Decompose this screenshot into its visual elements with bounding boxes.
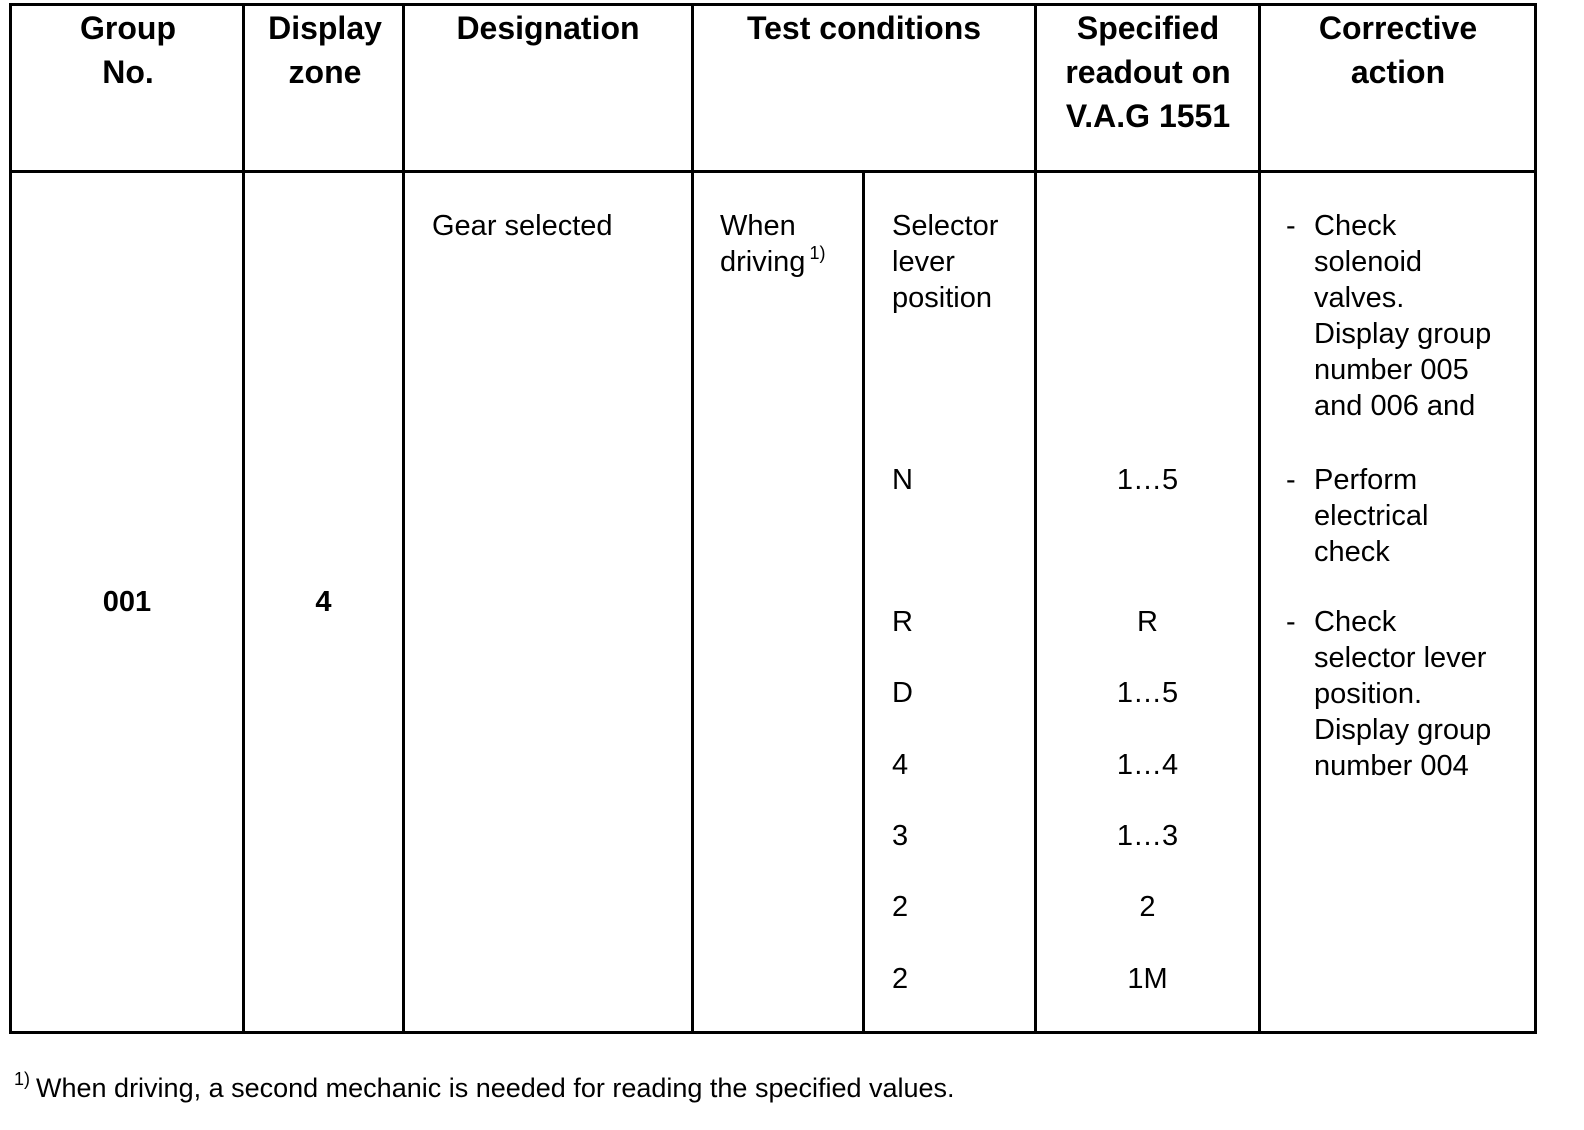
position-value: R xyxy=(892,606,913,638)
footnote-text: When driving, a second mechanic is needed for reading the specified values. xyxy=(36,1073,955,1103)
readout-value: 2 xyxy=(1139,891,1156,923)
corrective-action-item xyxy=(1286,208,1526,428)
table-bottom-border xyxy=(9,1031,1537,1034)
corrective-action-line: and 006 and xyxy=(1314,390,1476,422)
bullet-dash: - xyxy=(1286,606,1296,638)
corrective-action-line: Display group xyxy=(1314,714,1492,746)
position-value: 2 xyxy=(892,963,909,995)
position-value: 2 xyxy=(892,891,909,923)
group-number-cell: 001 xyxy=(102,586,152,618)
column-divider-test-sub xyxy=(862,170,865,1034)
corrective-action-line: position. xyxy=(1314,678,1423,710)
readout-value: 1…3 xyxy=(1116,820,1179,852)
position-value: D xyxy=(892,677,913,709)
readout-value: 1M xyxy=(1127,963,1168,995)
position-value: 4 xyxy=(892,749,909,781)
footnote-marker: 1) xyxy=(14,1069,31,1089)
corrective-action-item xyxy=(1286,604,1526,786)
corrective-action-line: check xyxy=(1314,536,1390,568)
table-left-border xyxy=(9,3,12,1034)
display-zone-cell: 4 xyxy=(315,586,332,618)
selector-lever-label: Selector lever position xyxy=(892,210,999,314)
column-divider-1 xyxy=(242,3,245,1034)
condition-when-text: When driving xyxy=(720,210,806,278)
corrective-action-line: Perform xyxy=(1314,464,1418,496)
corrective-action-line: solenoid xyxy=(1314,246,1423,278)
column-divider-3 xyxy=(691,3,694,1034)
header-group-no: Group No. xyxy=(80,10,176,90)
designation-cell: Gear selected xyxy=(432,210,613,242)
corrective-action-text xyxy=(1314,604,1491,784)
position-value: N xyxy=(892,464,913,496)
column-divider-5 xyxy=(1258,3,1261,1034)
position-value: 3 xyxy=(892,820,909,852)
header-bottom-border xyxy=(9,170,1537,173)
corrective-action-line: number 004 xyxy=(1314,750,1469,782)
condition-when-driving xyxy=(720,208,840,283)
readout-value: 1…5 xyxy=(1116,464,1179,496)
table-right-border xyxy=(1534,3,1537,1034)
corrective-action-line: electrical xyxy=(1314,500,1429,532)
corrective-action-text xyxy=(1314,462,1428,570)
corrective-action-line: valves. xyxy=(1314,282,1405,314)
column-divider-4 xyxy=(1034,3,1037,1034)
header-display-zone: Display zone xyxy=(268,10,382,90)
header-corrective-action: Corrective action xyxy=(1318,10,1478,90)
readout-value: 1…4 xyxy=(1116,749,1179,781)
corrective-action-line: selector lever xyxy=(1314,642,1487,674)
corrective-action-line: Check xyxy=(1314,606,1397,638)
corrective-action-text xyxy=(1314,208,1491,424)
bullet-dash: - xyxy=(1286,464,1296,496)
readout-value: 1…5 xyxy=(1116,677,1179,709)
header-test-conditions: Test conditions xyxy=(746,10,982,46)
corrective-action-line: Check xyxy=(1314,210,1397,242)
readout-value: R xyxy=(1137,606,1158,638)
bullet-dash: - xyxy=(1286,210,1296,242)
corrective-action-item xyxy=(1286,462,1526,572)
footnote xyxy=(14,1070,955,1109)
header-designation: Designation xyxy=(456,10,640,46)
corrective-action-line: Display group xyxy=(1314,318,1492,350)
column-divider-2 xyxy=(402,3,405,1034)
header-specified-readout: Specified readout on V.A.G 1551 xyxy=(1065,10,1231,134)
condition-footnote-marker: 1) xyxy=(809,243,826,263)
corrective-action-line: number 005 xyxy=(1314,354,1469,386)
